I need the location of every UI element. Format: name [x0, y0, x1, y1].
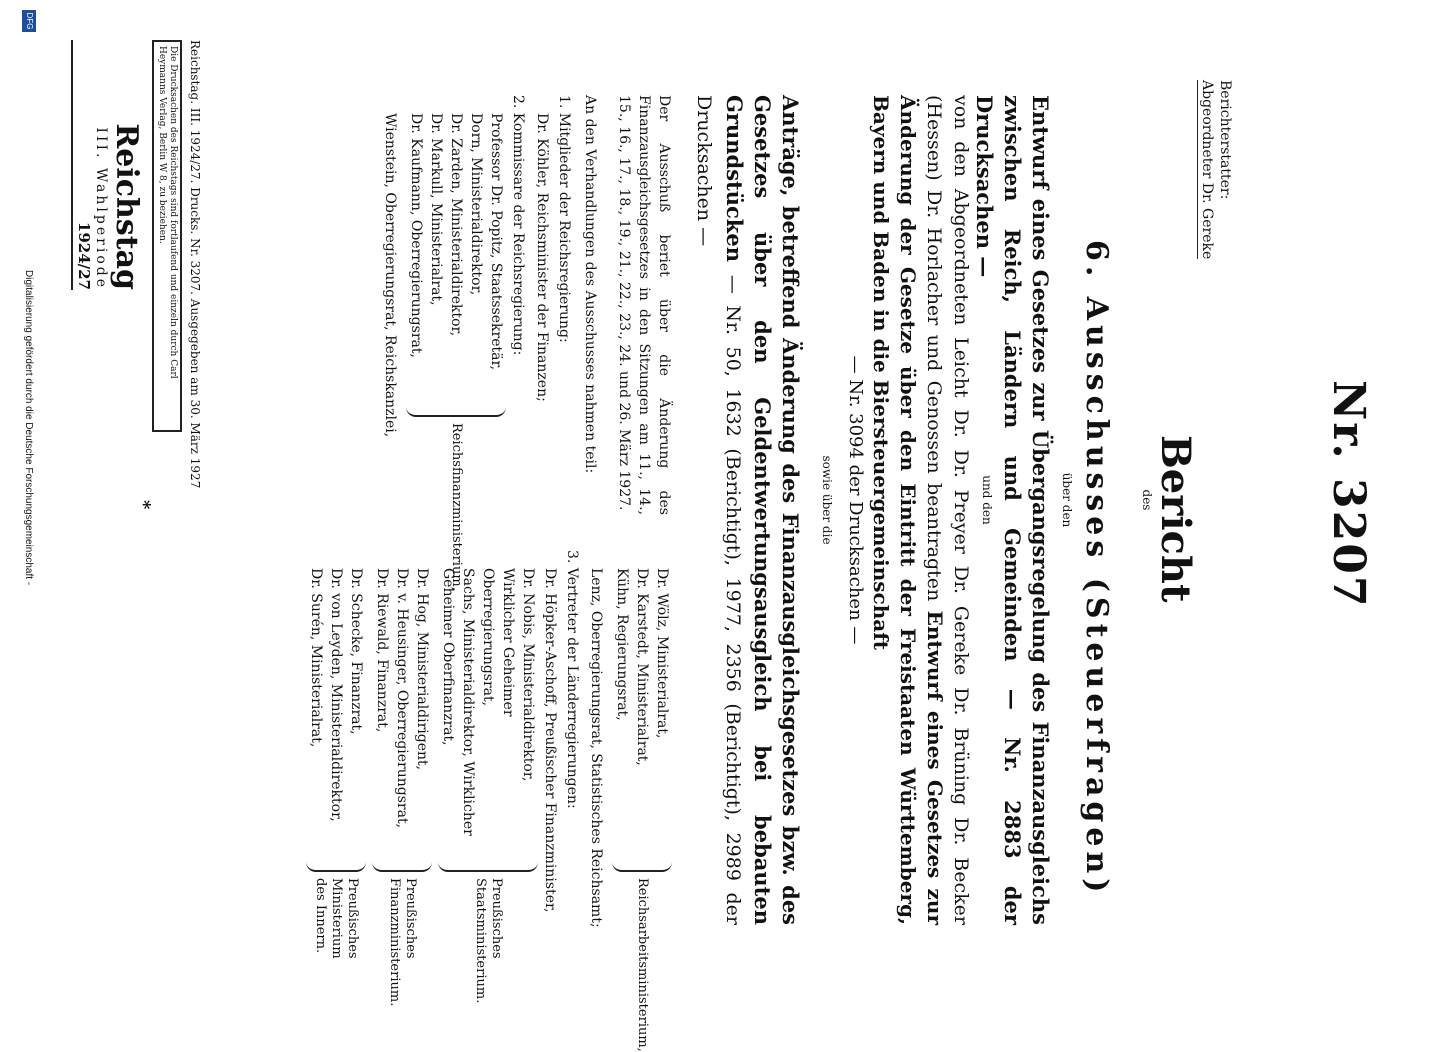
brace	[612, 856, 672, 872]
item1-text: Dr. Köhler, Reichsminister der Finanzen;	[534, 113, 550, 402]
name-entry: Dr. v. Heusinger, Oberregierungsrat,	[394, 568, 410, 829]
antraege-title: Anträge, betreffend Änderung des Finanzausgleichsgesetzes bzw. des Gesetzes über den Geldentwertungsausgleich bei bebauten Grundstücken	[722, 95, 803, 925]
left-column	[380, 95, 674, 591]
right-column	[300, 550, 674, 1052]
des-word: des	[1140, 489, 1154, 511]
ministry-label: Reichsfinanzministerium,	[449, 423, 464, 591]
ministry-label: Preußisches Ministerium des Innern.	[313, 878, 360, 959]
antraege-paragraph	[690, 95, 804, 925]
name-entry: Dr. Hog, Ministerialdirigent,	[414, 568, 430, 771]
brace	[438, 856, 538, 872]
ministry-label: Preußisches Finanzministerium.	[387, 878, 418, 1007]
dfg-logo-icon: DFG	[22, 10, 36, 32]
name-entry: Dr. Nobis, Ministerialdirektor, Wirklicher Geheimer Oberregierungsrat,	[480, 568, 536, 782]
committee-title: 6. Ausschusses (Steuerfragen)	[1079, 240, 1114, 898]
item2-heading: 2. Kommissare der Reichsregierung:	[510, 95, 526, 356]
reichstag-name: Reichstag	[109, 123, 144, 290]
reichstag-header	[71, 40, 144, 290]
name-entry: Dr. Schecke, Finanzrat,	[348, 568, 364, 735]
name-entry: Dr. Höpker-Aschoff, Preußischer Finanzminister,	[542, 568, 558, 913]
ministry-label: Reichsarbeitsministerium,	[635, 878, 650, 1052]
legislature-years: 1924/27	[71, 40, 93, 290]
name-entry: Wienstein, Oberregierungsrat, Reichskanzlei,	[382, 113, 398, 438]
berichterstatter-label: Berichterstatter:	[1217, 80, 1233, 200]
name-entry: Dorn, Ministerialdirektor,	[468, 113, 484, 296]
ueber-den-word: über den	[1060, 472, 1074, 528]
report-title: Bericht	[1152, 435, 1199, 603]
drucksachen-reference: — Nr. 3094 der Drucksachen —	[845, 355, 866, 645]
asterisk-mark: *	[133, 500, 154, 510]
wahlperiode: III. Wahlperiode	[93, 127, 109, 290]
name-entry: Dr. Karstedt, Ministerialrat,	[634, 568, 650, 766]
print-footer: Reichstag. III. 1924/27. Drucks. Nr. 3207. Ausgegeben am 30. März 1927	[188, 40, 202, 489]
ministry-label: Preußisches Staatsministerium.	[473, 878, 504, 1004]
name-entry: Dr. von Leyden, Ministerialdirektor,	[328, 568, 344, 822]
und-den-word: und den	[980, 475, 994, 525]
digitization-note: Digitalisierung gefördert durch die Deutsche Forschungsgemeinschaft -	[23, 270, 34, 586]
berichterstatter-name: Abgeordneter Dr. Gereke	[1199, 80, 1215, 260]
name-entry: Dr. Surén, Ministerialrat,	[308, 568, 324, 748]
motion-bold-title: Entwurf eines Gesetzes zur Änderung der Gesetze über den Eintritt der Freistaaten Württemberg, Bayern und Baden in die Biersteuergemeinschaft	[869, 95, 947, 925]
name-entry: Kühn, Regierungsrat,	[614, 568, 630, 721]
sowie-word: sowie über die	[820, 455, 834, 545]
document-number: Nr. 3207	[1323, 380, 1374, 609]
name-entry: Professor Dr. Popitz, Staatssekretär,	[488, 113, 504, 371]
session-paragraph: Der Ausschuß beriet über die Änderung des Finanzausgleichsgesetzes in den Sitzungen am 11., 14., 15., 16., 17., 18., 19., 21., 22., 23., 24. und 26. März 1927.	[616, 95, 672, 515]
brace	[372, 856, 432, 872]
name-entry: Dr. Riewald, Finanzrat,	[374, 568, 390, 733]
motion-lead: von den Abgeordneten Leicht Dr. Dr. Preyer Dr. Gereke Dr. Brüning Dr. Becker (Hessen) Dr. Horlacher und Genossen beantragten	[923, 95, 972, 925]
berichterstatter	[1197, 80, 1234, 310]
item3-heading: 3. Vertreter der Länderregierungen:	[564, 550, 580, 809]
item1-heading: 1. Mitglieder der Reichsregierung:	[556, 95, 572, 343]
name-entry: Dr. Zarden, Ministerialdirektor,	[448, 113, 464, 337]
participants-heading: An den Verhandlungen des Ausschusses nahmen teil:	[582, 95, 598, 474]
motion-paragraph	[867, 95, 974, 925]
brace	[306, 856, 366, 872]
name-entry: Dr. Kaufmann, Oberregierungsrat,	[408, 113, 424, 358]
item3-group-finanzministerium	[372, 550, 432, 1007]
name-entry: Dr. Wölz, Ministerialrat,	[654, 568, 670, 739]
brace	[406, 401, 506, 417]
item2-group-labour	[612, 550, 672, 1052]
item3-group-staatsministerium	[438, 550, 538, 1004]
item2-group-finance	[406, 95, 506, 591]
distribution-notice: Die Drucksachen des Reichstags sind fortlaufend und einzeln durch Carl Heymanns Verlag, Berlin W 8, zu beziehen.	[152, 40, 182, 432]
name-entry: Lenz, Oberregierungsrat, Statistisches Reichsamt;	[588, 568, 604, 928]
bill-title: Entwurf eines Gesetzes zur Übergangsregelung des Finanzausgleichs zwischen Reich, Ländern und Gemeinden — Nr. 2883 der Drucksachen —	[972, 95, 1053, 925]
name-entry: Sachs, Ministerialdirektor, Wirklicher Geheimer Oberfinanzrat,	[440, 568, 476, 836]
name-entry: Dr. Markull, Ministerialrat,	[428, 113, 444, 306]
item3-group-innern	[306, 550, 366, 970]
antraege-drucksachen: — Nr. 50, 1632 (Berichtigt), 1977, 2356 (Berichtigt), 2989 der Drucksachen —	[693, 95, 744, 925]
